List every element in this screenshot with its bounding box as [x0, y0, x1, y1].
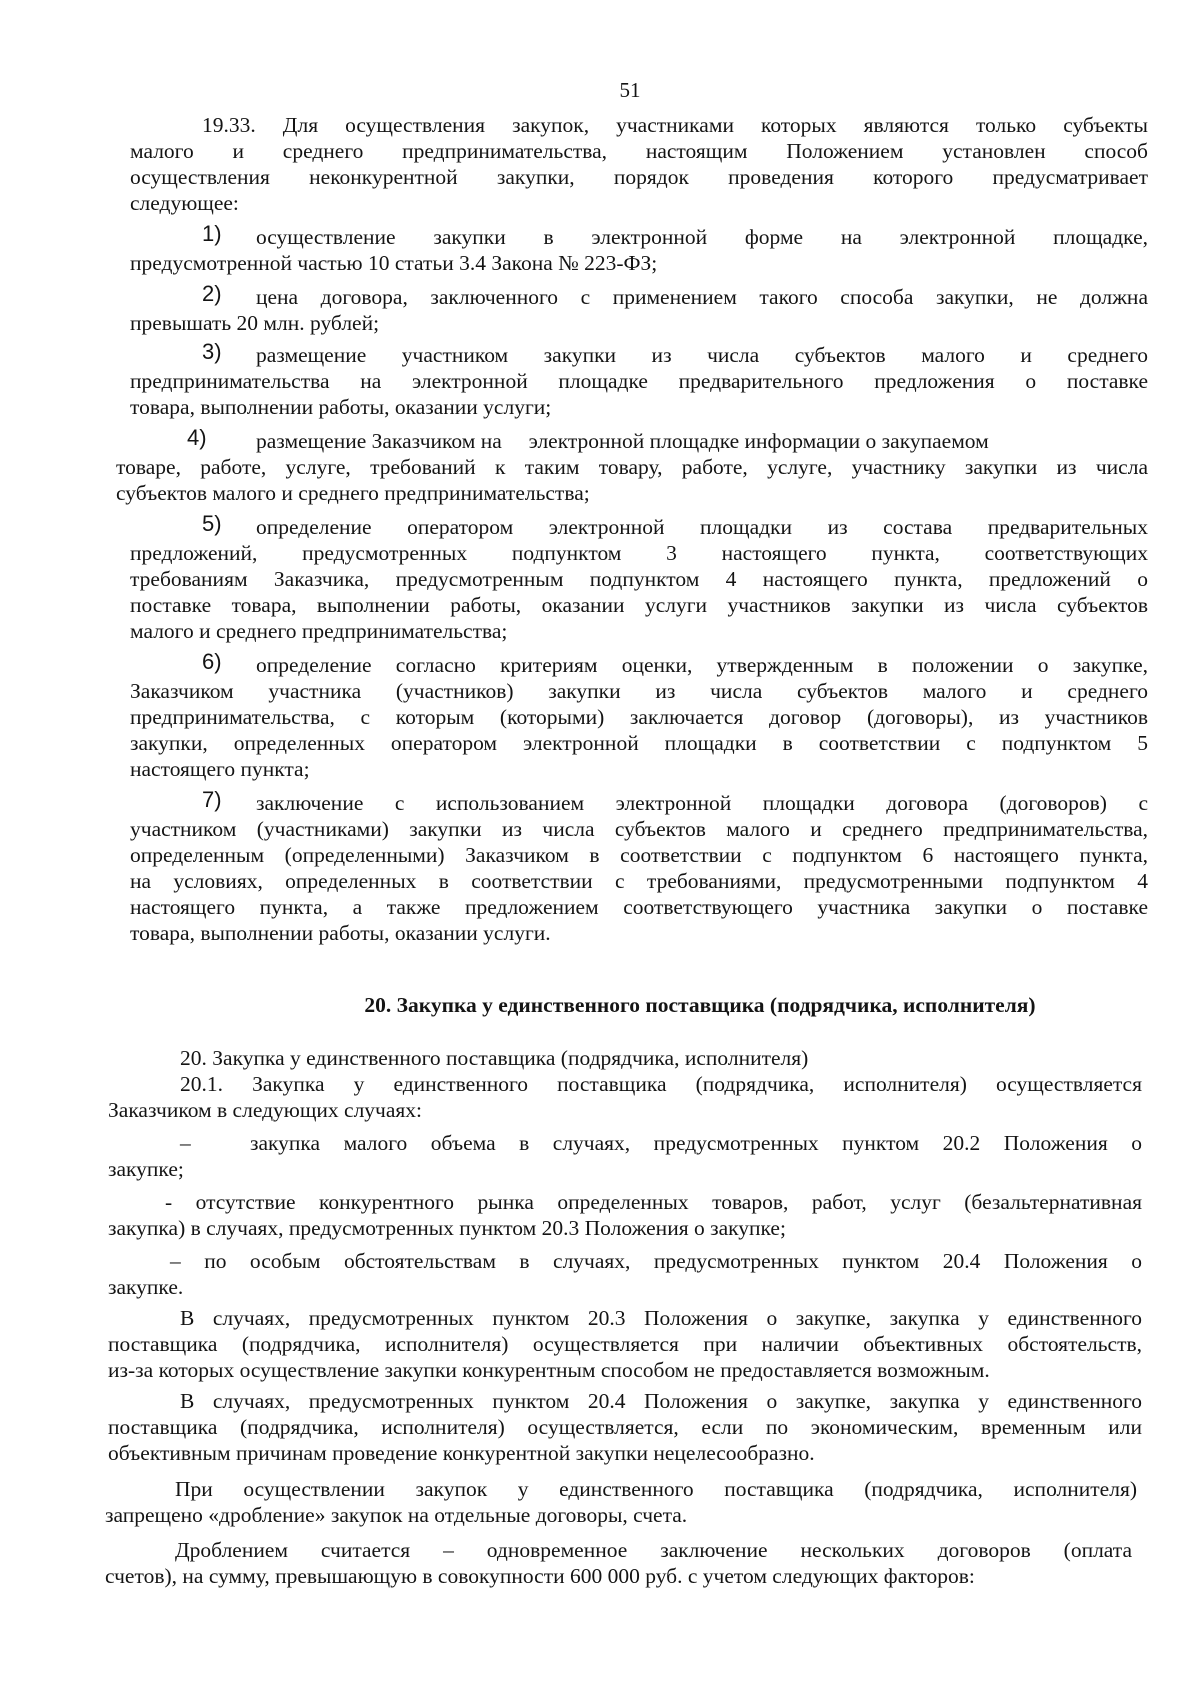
para-e-line-1: Дроблением считается – одновременное заключение нескольких договоров (оплата: [175, 1538, 1132, 1562]
dash-2-line-1: - отсутствие конкурентного рынка определенных товаров, работ, услуг (безальтернативная: [165, 1190, 1142, 1214]
item-2-number: 2): [202, 281, 222, 306]
para-a-line-1: В случаях, предусмотренных пунктом 20.3 Положения о закупке, закупка у единственного: [180, 1306, 1142, 1330]
item-6-number: 6): [202, 649, 222, 674]
para-a-line-3: из-за которых осуществление закупки конкурентным способом не предоставляется возможным.: [108, 1358, 990, 1382]
dash-3-line-2: закупке.: [108, 1275, 184, 1299]
item-5-line-3: требованиям Заказчика, предусмотренным подпунктом 4 настоящего пункта, предложений о: [130, 567, 1148, 591]
item-5-line-2: предложений, предусмотренных подпунктом 3 настоящего пункта, соответствующих: [130, 541, 1148, 565]
item-7-line-3: определенным (определенными) Заказчиком в соответствии с подпунктом 6 настоящего пункта,: [130, 843, 1148, 867]
item-7-line-1: заключение с использованием электронной площадки договора (договоров) с: [256, 791, 1148, 815]
p201-line-1: 20.1. Закупка у единственного поставщика (подрядчика, исполнителя) осуществляется: [180, 1072, 1142, 1096]
item-1-line-1: осуществление закупки в электронной форме на электронной площадке,: [256, 225, 1148, 249]
item-5-line-4: поставке товара, выполнении работы, оказании услуги участников закупки из числа субъектов: [130, 593, 1148, 617]
dash-1-mark: –: [180, 1131, 191, 1155]
dash-1-line-2: закупке;: [108, 1157, 184, 1181]
item-3-line-3: товара, выполнении работы, оказании услуги;: [130, 395, 552, 419]
dash-1-line-1: закупка малого объема в случаях, предусмотренных пунктом 20.2 Положения о: [250, 1131, 1142, 1155]
dash-2-line-2: закупка) в случаях, предусмотренных пунктом 20.3 Положения о закупке;: [108, 1216, 786, 1240]
item-5-line-1: определение оператором электронной площадки из состава предварительных: [256, 515, 1148, 539]
para-c-line-2: запрещено «дробление» закупок на отдельные договоры, счета.: [105, 1503, 688, 1527]
s20-title-line: 20. Закупка у единственного поставщика (подрядчика, исполнителя): [180, 1046, 809, 1070]
item-6-line-2: Заказчиком участника (участников) закупки из числа субъектов малого и среднего: [130, 679, 1148, 703]
item-6-line-3: предпринимательства, с которым (которыми) заключается договор (договоры), из участников: [130, 705, 1148, 729]
item-4-line-3: субъектов малого и среднего предпринимательства;: [116, 481, 590, 505]
page-number: 51: [619, 78, 641, 102]
item-3-number: 3): [202, 339, 222, 364]
p1933-line-2: малого и среднего предпринимательства, настоящим Положением установлен способ: [130, 139, 1148, 163]
item-6-line-5: настоящего пункта;: [130, 757, 310, 781]
item-7-line-2: участником (участниками) закупки из числа субъектов малого и среднего предпринимательства,: [130, 817, 1148, 841]
para-b-line-1: В случаях, предусмотренных пунктом 20.4 Положения о закупке, закупка у единственного: [180, 1389, 1142, 1413]
p1933-line-4: следующее:: [130, 191, 239, 215]
para-b-line-3: объективным причинам проведение конкурентной закупки нецелесообразно.: [108, 1441, 815, 1465]
para-b-line-2: поставщика (подрядчика, исполнителя) осуществляется, если по экономическим, временным или: [108, 1415, 1142, 1439]
item-6-line-1: определение согласно критериям оценки, утвержденным в положении о закупке,: [256, 653, 1148, 677]
item-2-line-2: превышать 20 млн. рублей;: [130, 311, 380, 335]
item-3-line-2: предпринимательства на электронной площадке предварительного предложения о поставке: [130, 369, 1148, 393]
dash-3-line-1: – по особым обстоятельствам в случаях, предусмотренных пунктом 20.4 Положения о: [170, 1249, 1142, 1273]
item-3-line-1: размещение участником закупки из числа субъектов малого и среднего: [256, 343, 1148, 367]
para-a-line-2: поставщика (подрядчика, исполнителя) осуществляется при наличии объективных обстоятельств,: [108, 1332, 1142, 1356]
p201-line-2: Заказчиком в следующих случаях:: [108, 1098, 423, 1122]
para-c-line-1: При осуществлении закупок у единственного поставщика (подрядчика, исполнителя): [175, 1477, 1137, 1501]
item-5-number: 5): [202, 511, 222, 536]
item-2-line-1: цена договора, заключенного с применением такого способа закупки, не должна: [256, 285, 1148, 309]
item-7-number: 7): [202, 787, 222, 812]
section-heading: 20. Закупка у единственного поставщика (подрядчика, исполнителя): [364, 993, 1036, 1017]
item-4-line-1: размещение Заказчиком на электронной площадке информации о закупаемом: [256, 429, 989, 453]
item-4-line-2: товаре, работе, услуге, требований к таким товару, работе, услуге, участнику закупки из числа: [116, 455, 1148, 479]
para-e-line-2: счетов), на сумму, превышающую в совокупности 600 000 руб. с учетом следующих факторов:: [105, 1564, 975, 1588]
item-7-line-5: настоящего пункта, а также предложением соответствующего участника закупки о поставке: [130, 895, 1148, 919]
item-4-number: 4): [187, 425, 207, 450]
item-7-line-4: на условиях, определенных в соответствии с требованиями, предусмотренными подпунктом 4: [130, 869, 1148, 893]
p1933-line-1: 19.33. Для осуществления закупок, участниками которых являются только субъекты: [202, 113, 1148, 137]
p1933-line-3: осуществления неконкурентной закупки, порядок проведения которого предусматривает: [130, 165, 1148, 189]
item-7-line-6: товара, выполнении работы, оказании услуги.: [130, 921, 551, 945]
item-1-number: 1): [202, 221, 222, 246]
item-6-line-4: закупки, определенных оператором электронной площадки в соответствии с подпунктом 5: [130, 731, 1148, 755]
item-1-line-2: предусмотренной частью 10 статьи 3.4 Закона № 223-ФЗ;: [130, 251, 658, 275]
item-5-line-5: малого и среднего предпринимательства;: [130, 619, 508, 643]
